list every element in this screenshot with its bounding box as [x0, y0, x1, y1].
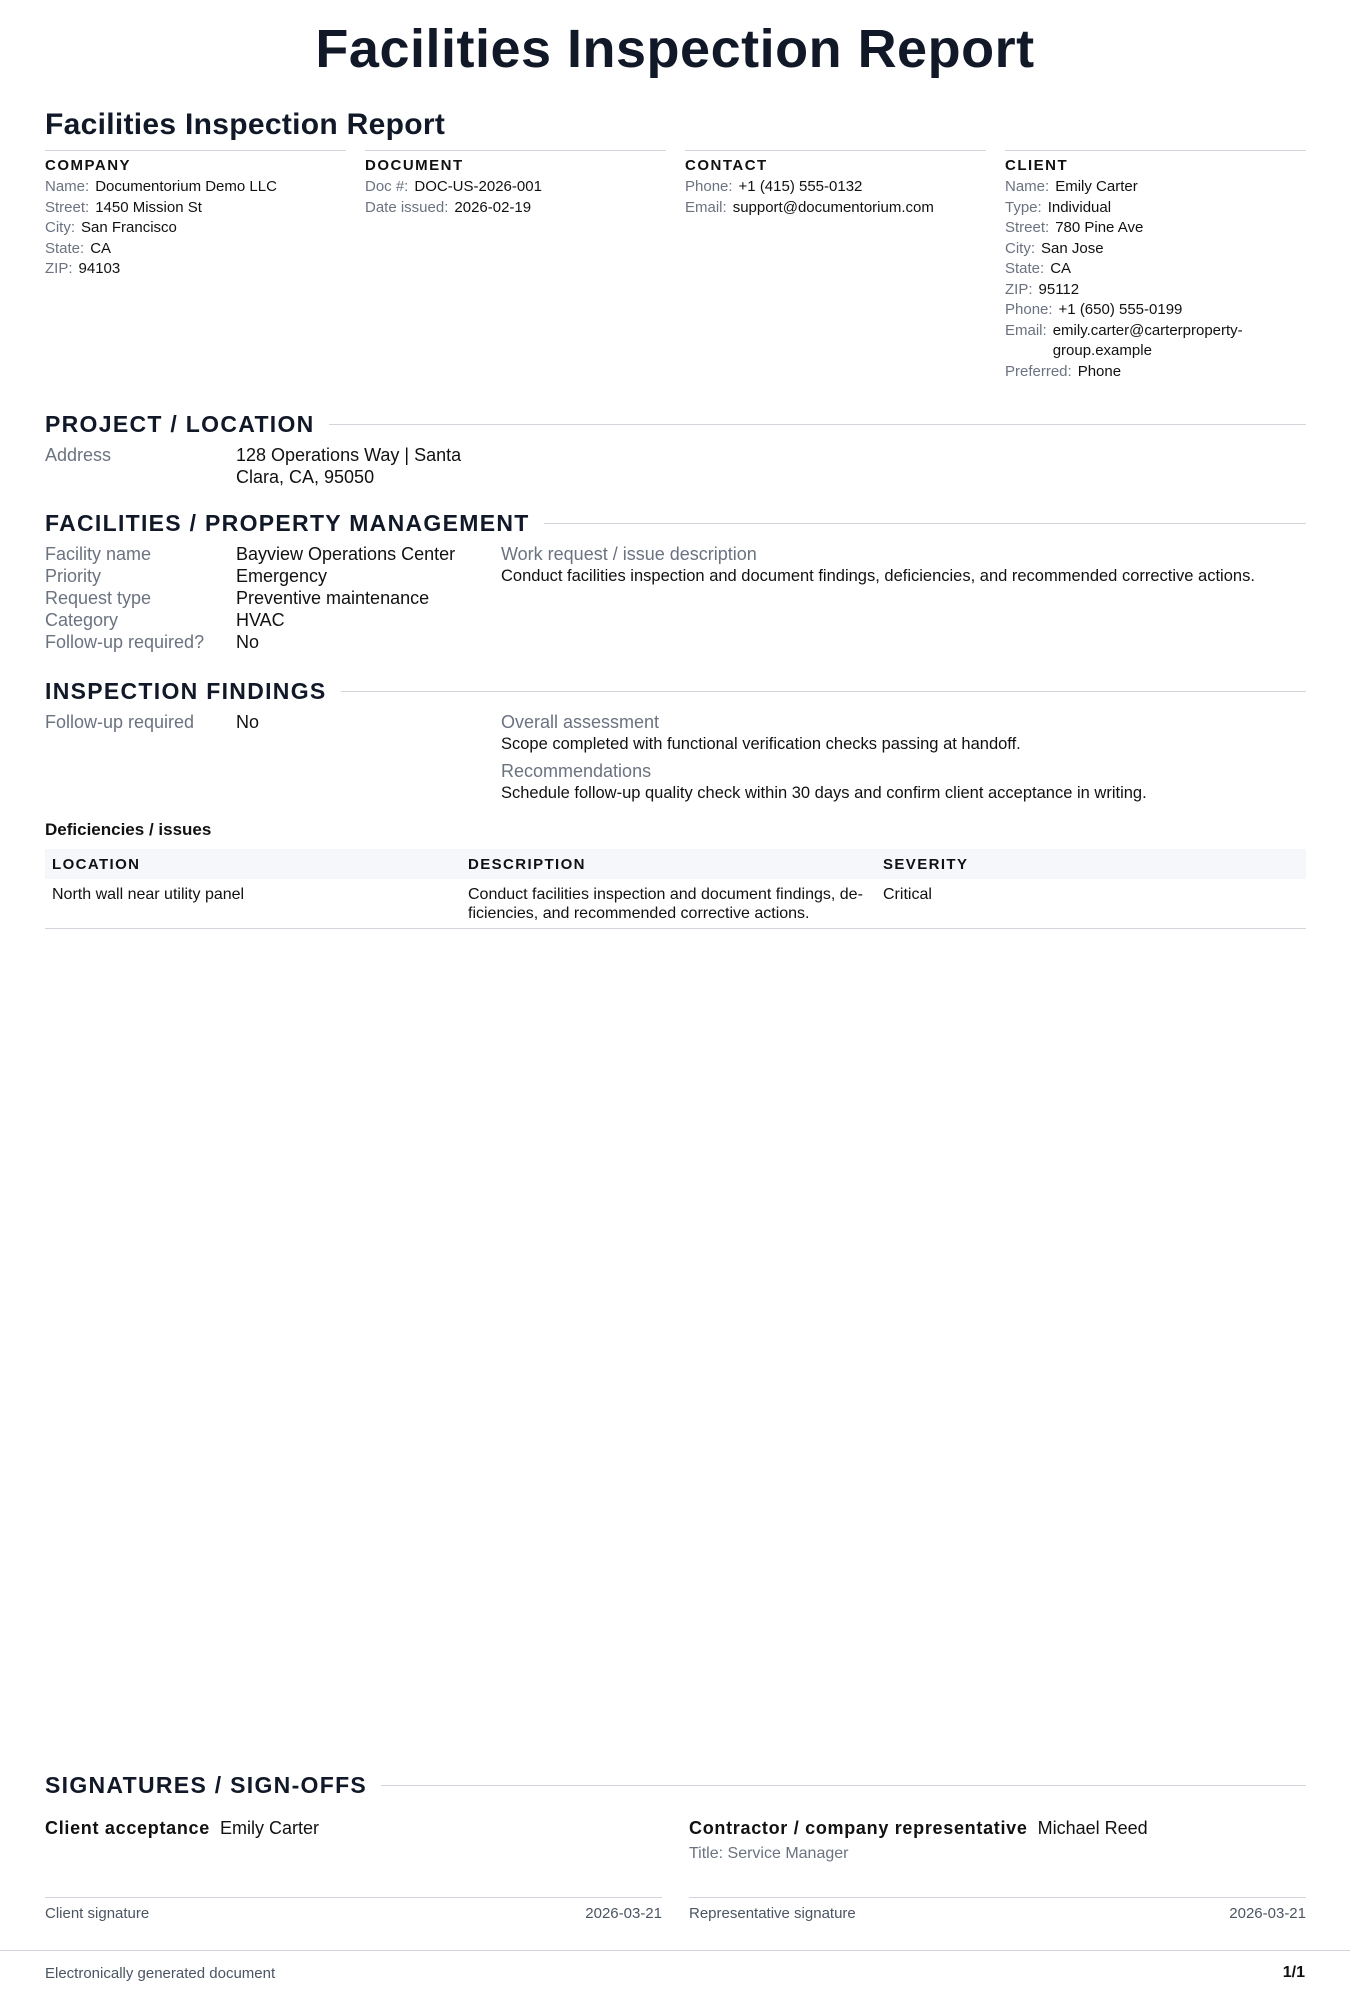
overall-assessment-text: Scope completed with functional verification checks passing at handoff.	[501, 735, 1021, 753]
field-label: Preferred:	[1005, 362, 1072, 380]
findings-heading: INSPECTION FINDINGS	[45, 678, 327, 704]
field-value: DOC-US-2026-001	[414, 178, 542, 195]
client-heading: CLIENT	[1005, 157, 1069, 174]
deficiencies-table	[45, 849, 1306, 929]
client-signature-line	[45, 1897, 662, 1898]
field-label: Request type	[45, 588, 152, 608]
facilities-section-header	[45, 510, 1306, 537]
column-header-description: DESCRIPTION	[461, 849, 876, 879]
client-block	[1005, 150, 1306, 382]
field-value: support@documentorium.com	[732, 198, 934, 216]
field-label: Priority	[45, 566, 102, 586]
facilities-heading: FACILITIES / PROPERTY MANAGEMENT	[45, 510, 530, 536]
recommendations-label: Recommendations	[501, 761, 652, 781]
project-heading: PROJECT / LOCATION	[45, 411, 315, 437]
address-field	[45, 444, 471, 488]
findings-section-header	[45, 678, 1306, 705]
field-label: Facility name	[45, 544, 152, 564]
field-label: Street:	[45, 198, 90, 216]
page-number: 1/1	[1282, 1964, 1305, 1981]
document-subtitle: Facilities Inspection Report	[45, 108, 446, 141]
header-info-grid	[45, 150, 1306, 382]
deficiencies-title: Deficiencies / issues	[45, 820, 212, 839]
table-row	[45, 879, 1306, 929]
field-value: San Jose	[1041, 239, 1104, 257]
client-signer-name: Emily Carter	[219, 1818, 319, 1838]
cell-location: North wall near utility panel	[45, 879, 461, 929]
client-field	[1005, 321, 1306, 362]
company-field	[45, 218, 346, 239]
contractor-signature-line	[689, 1897, 1306, 1898]
facility-field	[45, 609, 485, 631]
field-value: +1 (415) 555-0132	[738, 178, 863, 195]
address-label: Address	[45, 445, 112, 465]
section-divider	[544, 523, 1306, 524]
recommendations-text: Schedule follow-up quality check within 30 days and confirm client acceptance in writing.	[501, 784, 1147, 802]
field-label: Name:	[1005, 178, 1050, 195]
overall-assessment-label: Overall assessment	[501, 712, 660, 732]
field-label: ZIP:	[45, 260, 73, 277]
field-value: +1 (650) 555-0199	[1058, 301, 1183, 318]
field-label: Doc #:	[365, 178, 409, 195]
field-value: 94103	[78, 260, 121, 277]
facility-field	[45, 587, 485, 609]
contact-block	[685, 150, 986, 382]
work-request-block	[501, 543, 1306, 587]
contact-heading: CONTACT	[685, 157, 768, 174]
section-divider	[381, 1785, 1306, 1786]
field-label: Phone:	[685, 178, 733, 195]
field-value: Emily Carter	[1055, 178, 1138, 195]
findings-followup	[45, 711, 485, 733]
signatures-section-header	[45, 1772, 1306, 1799]
cell-severity: Critical	[876, 879, 1306, 929]
client-field	[1005, 362, 1306, 383]
field-value: 95112	[1038, 280, 1080, 298]
project-section-header	[45, 411, 1306, 438]
footer-divider	[0, 1950, 1350, 1951]
contractor-role: Contractor / company representative	[689, 1818, 1028, 1838]
field-value: CA	[1050, 260, 1072, 277]
client-signature-footer	[45, 1905, 662, 1922]
field-value: HVAC	[236, 610, 285, 630]
signatures-heading: SIGNATURES / SIGN-OFFS	[45, 1772, 368, 1798]
field-value: CA	[90, 239, 112, 257]
column-header-location: LOCATION	[45, 849, 461, 879]
document-title: Facilities Inspection Report	[315, 19, 1035, 79]
table-header-row	[45, 849, 1306, 879]
followup-value: No	[236, 712, 260, 732]
work-request-text: Conduct facilities inspection and document findings, deficiencies, and recommended corrective actions.	[501, 567, 1255, 585]
document-field	[365, 198, 666, 219]
field-label: Email:	[685, 198, 727, 216]
contractor-signature-date: 2026-03-21	[1229, 1905, 1306, 1922]
field-label: Date issued:	[365, 198, 449, 216]
field-label: City:	[45, 219, 75, 236]
field-value: Individual	[1047, 198, 1112, 216]
section-divider	[341, 691, 1306, 692]
document-field	[365, 177, 666, 198]
contractor-title: Title: Service Manager	[689, 1845, 849, 1862]
client-signature-label: Client signature	[45, 1905, 150, 1922]
contact-field	[685, 177, 986, 198]
field-label: State:	[45, 239, 85, 257]
findings-assessment	[501, 711, 1306, 804]
followup-field	[45, 711, 485, 733]
facilities-fields	[45, 543, 485, 653]
company-field	[45, 177, 346, 198]
company-field	[45, 198, 346, 219]
cell-description: Conduct facilities inspection and document findings, de-ficiencies, and recommended corrective actions.	[461, 879, 876, 929]
contractor-signature-block	[689, 1818, 1306, 1922]
company-heading: COMPANY	[45, 157, 132, 174]
contractor-signature-label: Representative signature	[689, 1905, 856, 1922]
address-value: 128 Operations Way | Santa Clara, CA, 95050	[236, 445, 462, 487]
field-label: Category	[45, 610, 119, 630]
facility-field	[45, 631, 485, 653]
client-signature-block	[45, 1818, 662, 1922]
followup-label: Follow-up required	[45, 712, 195, 732]
facility-field	[45, 565, 485, 587]
contractor-signature-footer	[689, 1905, 1306, 1922]
field-value: Bayview Operations Center	[236, 544, 456, 564]
client-field	[1005, 218, 1306, 239]
field-label: Street:	[1005, 219, 1050, 236]
field-label: Email:	[1005, 321, 1047, 339]
company-field	[45, 259, 346, 280]
section-divider	[329, 424, 1306, 425]
facility-field	[45, 543, 485, 565]
client-field	[1005, 198, 1306, 219]
client-field	[1005, 259, 1306, 280]
field-label: ZIP:	[1005, 280, 1033, 298]
client-role: Client acceptance	[45, 1818, 210, 1838]
footer-note: Electronically generated document	[45, 1965, 276, 1982]
field-label: Name:	[45, 178, 90, 195]
client-field	[1005, 300, 1306, 321]
work-request-label: Work request / issue description	[501, 544, 757, 564]
document-heading: DOCUMENT	[365, 157, 464, 174]
project-address-row	[45, 444, 471, 488]
field-value: 780 Pine Ave	[1055, 219, 1144, 236]
field-label: Phone:	[1005, 301, 1053, 318]
field-value: Phone	[1077, 362, 1122, 380]
field-value: Emergency	[236, 566, 328, 586]
field-value: 2026-02-19	[454, 198, 532, 216]
company-block	[45, 150, 346, 382]
field-value: Documentorium Demo LLC	[95, 178, 277, 195]
field-value: emily.carter@carterproperty-group.example	[1052, 321, 1243, 359]
contractor-signer-name: Michael Reed	[1037, 1818, 1148, 1838]
client-field	[1005, 280, 1306, 301]
company-field	[45, 239, 346, 260]
field-label: Follow-up required?	[45, 632, 205, 652]
field-value: 1450 Mission St	[95, 198, 202, 216]
client-signature-date: 2026-03-21	[585, 1905, 662, 1922]
field-value: No	[236, 632, 260, 652]
contact-field	[685, 198, 986, 219]
field-label: State:	[1005, 260, 1045, 277]
field-label: City:	[1005, 239, 1035, 257]
field-value: Preventive maintenance	[236, 588, 430, 608]
field-value: San Francisco	[81, 219, 177, 236]
client-field	[1005, 177, 1306, 198]
client-field	[1005, 239, 1306, 260]
document-block	[365, 150, 666, 382]
column-header-severity: SEVERITY	[876, 849, 1306, 879]
field-label: Type:	[1005, 198, 1042, 216]
